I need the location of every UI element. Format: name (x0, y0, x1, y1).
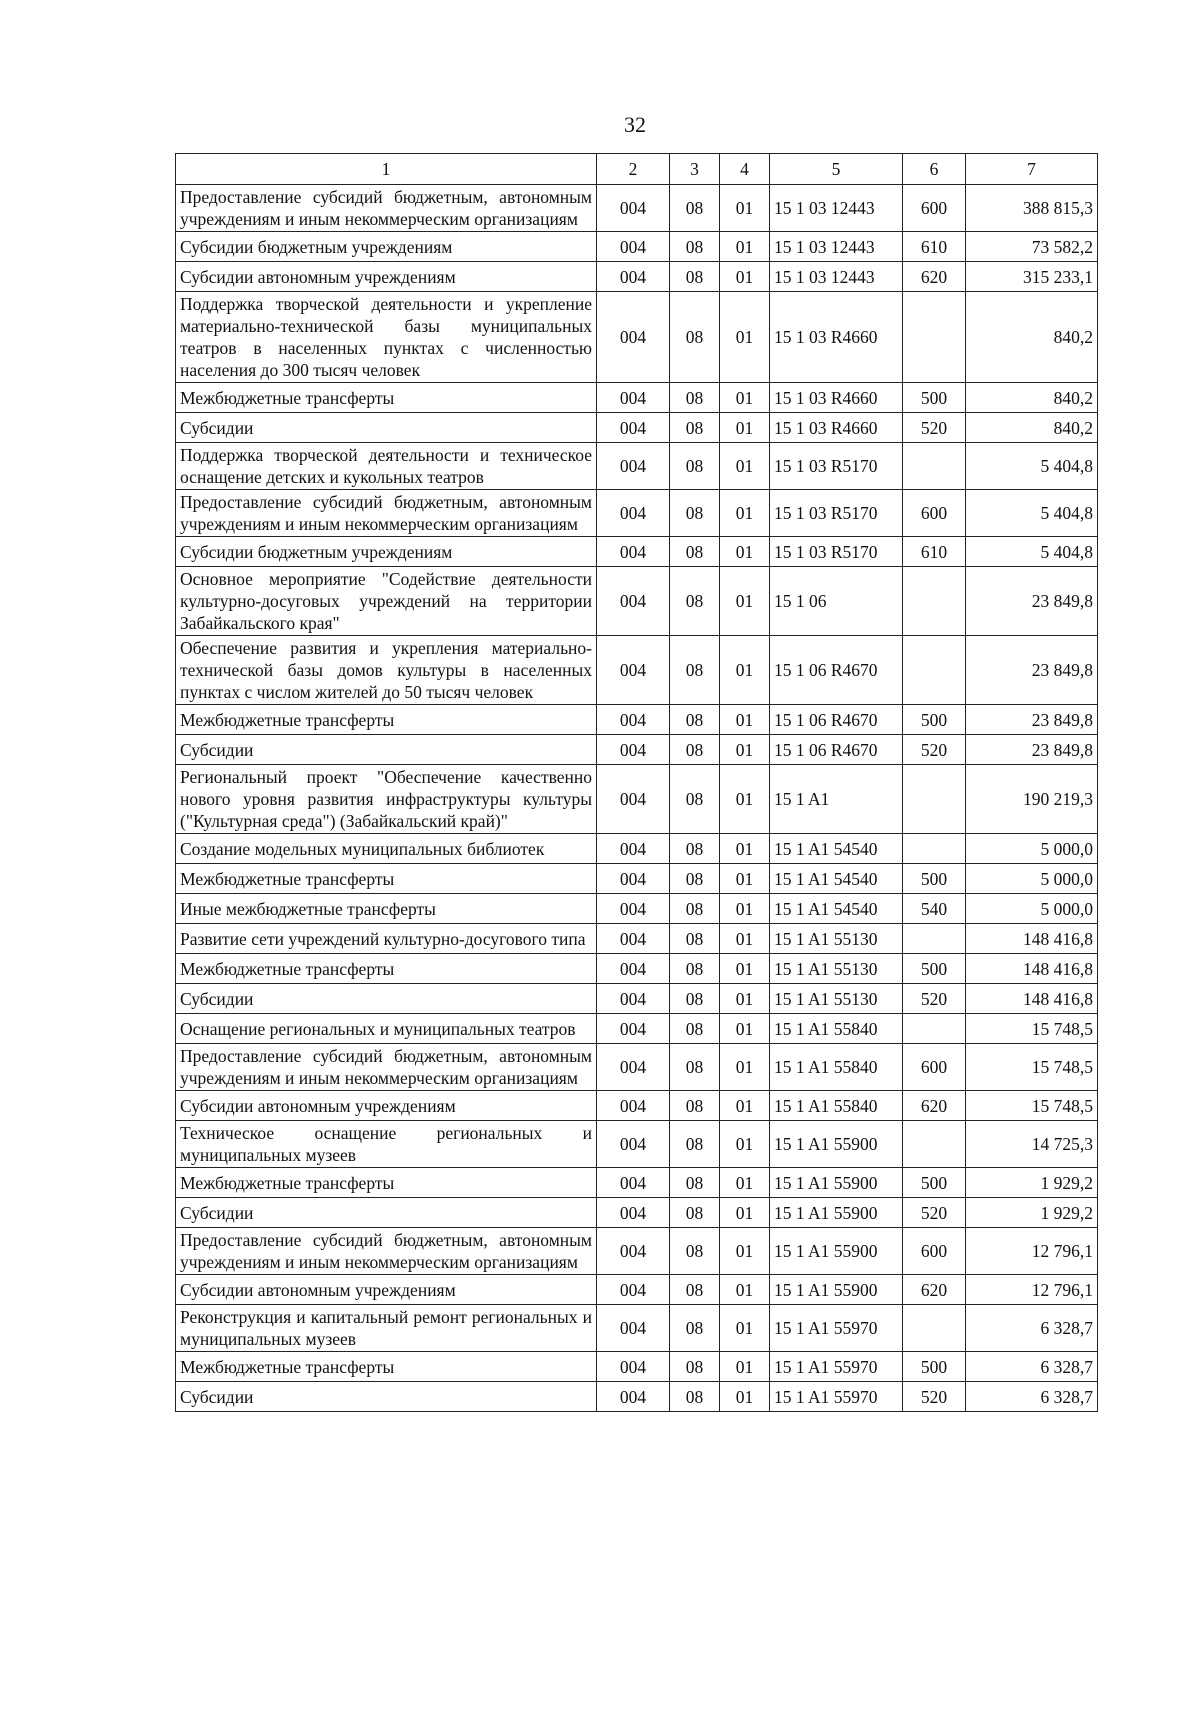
table-row (176, 1044, 1098, 1091)
amount-cell: 5 404,8 (966, 537, 1098, 567)
row-name-cell: Предоставление субсидий бюджетным, автономным учреждениям и иным некоммерческим организациям (176, 490, 597, 537)
ministry-code-cell: 004 (597, 1352, 670, 1382)
row-name-cell: Субсидии (176, 413, 597, 443)
target-article-cell: 15 1 A1 54540 (770, 894, 903, 924)
row-name-cell: Межбюджетные трансферты (176, 954, 597, 984)
row-name-cell: Иные межбюджетные трансферты (176, 894, 597, 924)
section-code-cell: 08 (670, 537, 720, 567)
ministry-code-cell: 004 (597, 834, 670, 864)
ministry-code-cell: 004 (597, 567, 670, 636)
target-article-cell: 15 1 03 R5170 (770, 443, 903, 490)
ministry-code-cell: 004 (597, 1382, 670, 1412)
amount-cell: 1 929,2 (966, 1168, 1098, 1198)
expense-type-cell: 520 (903, 1198, 966, 1228)
subsection-code-cell: 01 (720, 1198, 770, 1228)
table-row (176, 1352, 1098, 1382)
amount-cell: 5 000,0 (966, 864, 1098, 894)
row-name-cell: Развитие сети учреждений культурно-досугового типа (176, 924, 597, 954)
subsection-code-cell: 01 (720, 735, 770, 765)
expense-type-cell: 600 (903, 1228, 966, 1275)
table-row (176, 1014, 1098, 1044)
ministry-code-cell: 004 (597, 443, 670, 490)
subsection-code-cell: 01 (720, 864, 770, 894)
row-name-cell: Субсидии автономным учреждениям (176, 1091, 597, 1121)
target-article-cell: 15 1 A1 55840 (770, 1044, 903, 1091)
amount-cell: 23 849,8 (966, 636, 1098, 705)
amount-cell: 5 000,0 (966, 834, 1098, 864)
expense-type-cell: 500 (903, 864, 966, 894)
row-name-cell: Межбюджетные трансферты (176, 1168, 597, 1198)
row-name-cell: Субсидии (176, 735, 597, 765)
row-name-cell: Межбюджетные трансферты (176, 705, 597, 735)
expense-type-cell (903, 834, 966, 864)
table-row (176, 954, 1098, 984)
ministry-code-cell: 004 (597, 1275, 670, 1305)
expense-type-cell: 500 (903, 954, 966, 984)
row-name-cell: Субсидии автономным учреждениям (176, 262, 597, 292)
target-article-cell: 15 1 A1 55130 (770, 924, 903, 954)
amount-cell: 6 328,7 (966, 1352, 1098, 1382)
table-row (176, 1091, 1098, 1121)
expense-type-cell: 600 (903, 490, 966, 537)
section-code-cell: 08 (670, 834, 720, 864)
target-article-cell: 15 1 A1 55900 (770, 1275, 903, 1305)
table-row (176, 1228, 1098, 1275)
ministry-code-cell: 004 (597, 185, 670, 232)
section-code-cell: 08 (670, 924, 720, 954)
subsection-code-cell: 01 (720, 413, 770, 443)
row-name-cell: Субсидии бюджетным учреждениям (176, 537, 597, 567)
section-code-cell: 08 (670, 383, 720, 413)
table-row (176, 636, 1098, 705)
subsection-code-cell: 01 (720, 1121, 770, 1168)
subsection-code-cell: 01 (720, 1305, 770, 1352)
section-code-cell: 08 (670, 567, 720, 636)
section-code-cell: 08 (670, 1305, 720, 1352)
ministry-code-cell: 004 (597, 1168, 670, 1198)
amount-cell: 5 404,8 (966, 490, 1098, 537)
row-name-cell: Реконструкция и капитальный ремонт региональных и муниципальных музеев (176, 1305, 597, 1352)
target-article-cell: 15 1 03 R5170 (770, 537, 903, 567)
section-code-cell: 08 (670, 232, 720, 262)
expense-type-cell: 500 (903, 383, 966, 413)
table-row (176, 1121, 1098, 1168)
expense-type-cell: 620 (903, 1275, 966, 1305)
target-article-cell: 15 1 06 (770, 567, 903, 636)
target-article-cell: 15 1 03 12443 (770, 262, 903, 292)
expense-type-cell (903, 924, 966, 954)
expense-type-cell (903, 1014, 966, 1044)
amount-cell: 840,2 (966, 383, 1098, 413)
row-name-cell: Субсидии бюджетным учреждениям (176, 232, 597, 262)
ministry-code-cell: 004 (597, 1228, 670, 1275)
amount-cell: 15 748,5 (966, 1091, 1098, 1121)
expense-type-cell: 500 (903, 705, 966, 735)
section-code-cell: 08 (670, 636, 720, 705)
table-row (176, 1168, 1098, 1198)
subsection-code-cell: 01 (720, 924, 770, 954)
target-article-cell: 15 1 06 R4670 (770, 705, 903, 735)
ministry-code-cell: 004 (597, 1014, 670, 1044)
ministry-code-cell: 004 (597, 864, 670, 894)
expense-type-cell: 600 (903, 185, 966, 232)
row-name-cell: Техническое оснащение региональных и муниципальных музеев (176, 1121, 597, 1168)
row-name-cell: Межбюджетные трансферты (176, 864, 597, 894)
row-name-cell: Оснащение региональных и муниципальных театров (176, 1014, 597, 1044)
table-row (176, 924, 1098, 954)
section-code-cell: 08 (670, 1198, 720, 1228)
amount-cell: 5 000,0 (966, 894, 1098, 924)
subsection-code-cell: 01 (720, 232, 770, 262)
table-row (176, 292, 1098, 383)
section-code-cell: 08 (670, 185, 720, 232)
subsection-code-cell: 01 (720, 834, 770, 864)
column-header: 6 (903, 154, 966, 185)
expense-type-cell (903, 636, 966, 705)
subsection-code-cell: 01 (720, 1044, 770, 1091)
column-header: 5 (770, 154, 903, 185)
subsection-code-cell: 01 (720, 292, 770, 383)
section-code-cell: 08 (670, 894, 720, 924)
expense-type-cell: 520 (903, 735, 966, 765)
section-code-cell: 08 (670, 1091, 720, 1121)
table-row (176, 1382, 1098, 1412)
expense-type-cell: 600 (903, 1044, 966, 1091)
subsection-code-cell: 01 (720, 443, 770, 490)
expense-type-cell (903, 567, 966, 636)
amount-cell: 840,2 (966, 292, 1098, 383)
target-article-cell: 15 1 A1 55970 (770, 1382, 903, 1412)
row-name-cell: Основное мероприятие "Содействие деятельности культурно-досуговых учреждений на территории Забайкальского края" (176, 567, 597, 636)
section-code-cell: 08 (670, 1275, 720, 1305)
ministry-code-cell: 004 (597, 1198, 670, 1228)
row-name-cell: Создание модельных муниципальных библиотек (176, 834, 597, 864)
row-name-cell: Региональный проект "Обеспечение качественно нового уровня развития инфраструктуры культуры ("Культурная среда") (Забайкальский край)" (176, 765, 597, 834)
subsection-code-cell: 01 (720, 537, 770, 567)
expense-type-cell: 620 (903, 262, 966, 292)
ministry-code-cell: 004 (597, 413, 670, 443)
target-article-cell: 15 1 06 R4670 (770, 636, 903, 705)
table-row (176, 735, 1098, 765)
target-article-cell: 15 1 03 R5170 (770, 490, 903, 537)
target-article-cell: 15 1 A1 (770, 765, 903, 834)
expense-type-cell: 610 (903, 232, 966, 262)
target-article-cell: 15 1 A1 55840 (770, 1014, 903, 1044)
subsection-code-cell: 01 (720, 567, 770, 636)
expense-type-cell: 520 (903, 984, 966, 1014)
amount-cell: 73 582,2 (966, 232, 1098, 262)
target-article-cell: 15 1 A1 55130 (770, 984, 903, 1014)
target-article-cell: 15 1 A1 55840 (770, 1091, 903, 1121)
table-row (176, 834, 1098, 864)
section-code-cell: 08 (670, 1352, 720, 1382)
expense-type-cell: 520 (903, 413, 966, 443)
section-code-cell: 08 (670, 705, 720, 735)
amount-cell: 148 416,8 (966, 924, 1098, 954)
table-row (176, 185, 1098, 232)
header-row (176, 154, 1098, 185)
expense-type-cell: 610 (903, 537, 966, 567)
table-row (176, 864, 1098, 894)
target-article-cell: 15 1 A1 55970 (770, 1305, 903, 1352)
row-name-cell: Предоставление субсидий бюджетным, автономным учреждениям и иным некоммерческим организациям (176, 185, 597, 232)
amount-cell: 14 725,3 (966, 1121, 1098, 1168)
column-header: 2 (597, 154, 670, 185)
page-number: 32 (624, 112, 646, 137)
amount-cell: 388 815,3 (966, 185, 1098, 232)
ministry-code-cell: 004 (597, 383, 670, 413)
ministry-code-cell: 004 (597, 1121, 670, 1168)
amount-cell: 190 219,3 (966, 765, 1098, 834)
table-row (176, 443, 1098, 490)
row-name-cell: Межбюджетные трансферты (176, 1352, 597, 1382)
amount-cell: 6 328,7 (966, 1382, 1098, 1412)
amount-cell: 23 849,8 (966, 567, 1098, 636)
amount-cell: 23 849,8 (966, 705, 1098, 735)
column-header: 7 (966, 154, 1098, 185)
ministry-code-cell: 004 (597, 1044, 670, 1091)
table-row (176, 490, 1098, 537)
target-article-cell: 15 1 A1 55900 (770, 1228, 903, 1275)
expense-type-cell: 620 (903, 1091, 966, 1121)
section-code-cell: 08 (670, 1044, 720, 1091)
expense-type-cell (903, 765, 966, 834)
target-article-cell: 15 1 A1 54540 (770, 834, 903, 864)
ministry-code-cell: 004 (597, 1305, 670, 1352)
row-name-cell: Обеспечение развития и укрепления материально-технической базы домов культуры в населенных пунктах с числом жителей до 50 тысяч человек (176, 636, 597, 705)
ministry-code-cell: 004 (597, 984, 670, 1014)
ministry-code-cell: 004 (597, 292, 670, 383)
table-row (176, 894, 1098, 924)
section-code-cell: 08 (670, 1382, 720, 1412)
table-row (176, 705, 1098, 735)
ministry-code-cell: 004 (597, 490, 670, 537)
table-row (176, 984, 1098, 1014)
row-name-cell: Предоставление субсидий бюджетным, автономным учреждениям и иным некоммерческим организациям (176, 1044, 597, 1091)
subsection-code-cell: 01 (720, 383, 770, 413)
subsection-code-cell: 01 (720, 705, 770, 735)
amount-cell: 12 796,1 (966, 1275, 1098, 1305)
section-code-cell: 08 (670, 765, 720, 834)
row-name-cell: Субсидии (176, 1198, 597, 1228)
subsection-code-cell: 01 (720, 1382, 770, 1412)
subsection-code-cell: 01 (720, 490, 770, 537)
expense-type-cell: 540 (903, 894, 966, 924)
target-article-cell: 15 1 03 R4660 (770, 383, 903, 413)
target-article-cell: 15 1 03 12443 (770, 232, 903, 262)
row-name-cell: Межбюджетные трансферты (176, 383, 597, 413)
subsection-code-cell: 01 (720, 1228, 770, 1275)
expense-type-cell: 500 (903, 1352, 966, 1382)
ministry-code-cell: 004 (597, 636, 670, 705)
section-code-cell: 08 (670, 292, 720, 383)
section-code-cell: 08 (670, 1228, 720, 1275)
table-body (176, 185, 1098, 1412)
amount-cell: 315 233,1 (966, 262, 1098, 292)
ministry-code-cell: 004 (597, 765, 670, 834)
section-code-cell: 08 (670, 1014, 720, 1044)
table-row (176, 232, 1098, 262)
subsection-code-cell: 01 (720, 636, 770, 705)
target-article-cell: 15 1 03 R4660 (770, 292, 903, 383)
ministry-code-cell: 004 (597, 924, 670, 954)
section-code-cell: 08 (670, 954, 720, 984)
amount-cell: 6 328,7 (966, 1305, 1098, 1352)
section-code-cell: 08 (670, 864, 720, 894)
amount-cell: 15 748,5 (966, 1044, 1098, 1091)
section-code-cell: 08 (670, 490, 720, 537)
expense-type-cell (903, 292, 966, 383)
subsection-code-cell: 01 (720, 984, 770, 1014)
subsection-code-cell: 01 (720, 1091, 770, 1121)
subsection-code-cell: 01 (720, 185, 770, 232)
target-article-cell: 15 1 A1 55900 (770, 1198, 903, 1228)
section-code-cell: 08 (670, 1168, 720, 1198)
amount-cell: 840,2 (966, 413, 1098, 443)
row-name-cell: Поддержка творческой деятельности и техническое оснащение детских и кукольных театров (176, 443, 597, 490)
subsection-code-cell: 01 (720, 1014, 770, 1044)
table-row (176, 1198, 1098, 1228)
amount-cell: 5 404,8 (966, 443, 1098, 490)
table-row (176, 262, 1098, 292)
target-article-cell: 15 1 03 12443 (770, 185, 903, 232)
subsection-code-cell: 01 (720, 1352, 770, 1382)
table-row (176, 1305, 1098, 1352)
ministry-code-cell: 004 (597, 537, 670, 567)
amount-cell: 12 796,1 (966, 1228, 1098, 1275)
ministry-code-cell: 004 (597, 954, 670, 984)
table-row (176, 765, 1098, 834)
column-header: 1 (176, 154, 597, 185)
expense-type-cell (903, 443, 966, 490)
ministry-code-cell: 004 (597, 262, 670, 292)
table-row (176, 383, 1098, 413)
expense-type-cell: 520 (903, 1382, 966, 1412)
ministry-code-cell: 004 (597, 232, 670, 262)
subsection-code-cell: 01 (720, 1275, 770, 1305)
amount-cell: 23 849,8 (966, 735, 1098, 765)
target-article-cell: 15 1 A1 54540 (770, 864, 903, 894)
column-header: 3 (670, 154, 720, 185)
target-article-cell: 15 1 A1 55900 (770, 1121, 903, 1168)
table-row (176, 413, 1098, 443)
section-code-cell: 08 (670, 1121, 720, 1168)
ministry-code-cell: 004 (597, 705, 670, 735)
amount-cell: 148 416,8 (966, 954, 1098, 984)
ministry-code-cell: 004 (597, 1091, 670, 1121)
row-name-cell: Поддержка творческой деятельности и укрепление материально-технической базы муниципальных театров в населенных пунктах с численностью населения до 300 тысяч человек (176, 292, 597, 383)
table-row (176, 537, 1098, 567)
amount-cell: 15 748,5 (966, 1014, 1098, 1044)
section-code-cell: 08 (670, 984, 720, 1014)
table-row (176, 1275, 1098, 1305)
subsection-code-cell: 01 (720, 954, 770, 984)
subsection-code-cell: 01 (720, 765, 770, 834)
section-code-cell: 08 (670, 735, 720, 765)
target-article-cell: 15 1 A1 55900 (770, 1168, 903, 1198)
row-name-cell: Предоставление субсидий бюджетным, автономным учреждениям и иным некоммерческим организациям (176, 1228, 597, 1275)
row-name-cell: Субсидии автономным учреждениям (176, 1275, 597, 1305)
target-article-cell: 15 1 A1 55970 (770, 1352, 903, 1382)
row-name-cell: Субсидии (176, 984, 597, 1014)
subsection-code-cell: 01 (720, 262, 770, 292)
row-name-cell: Субсидии (176, 1382, 597, 1412)
budget-table (175, 153, 1098, 1412)
section-code-cell: 08 (670, 443, 720, 490)
target-article-cell: 15 1 03 R4660 (770, 413, 903, 443)
expense-type-cell (903, 1305, 966, 1352)
section-code-cell: 08 (670, 413, 720, 443)
subsection-code-cell: 01 (720, 1168, 770, 1198)
table-row (176, 567, 1098, 636)
section-code-cell: 08 (670, 262, 720, 292)
column-header: 4 (720, 154, 770, 185)
expense-type-cell: 500 (903, 1168, 966, 1198)
ministry-code-cell: 004 (597, 735, 670, 765)
target-article-cell: 15 1 A1 55130 (770, 954, 903, 984)
ministry-code-cell: 004 (597, 894, 670, 924)
target-article-cell: 15 1 06 R4670 (770, 735, 903, 765)
amount-cell: 148 416,8 (966, 984, 1098, 1014)
expense-type-cell (903, 1121, 966, 1168)
subsection-code-cell: 01 (720, 894, 770, 924)
amount-cell: 1 929,2 (966, 1198, 1098, 1228)
